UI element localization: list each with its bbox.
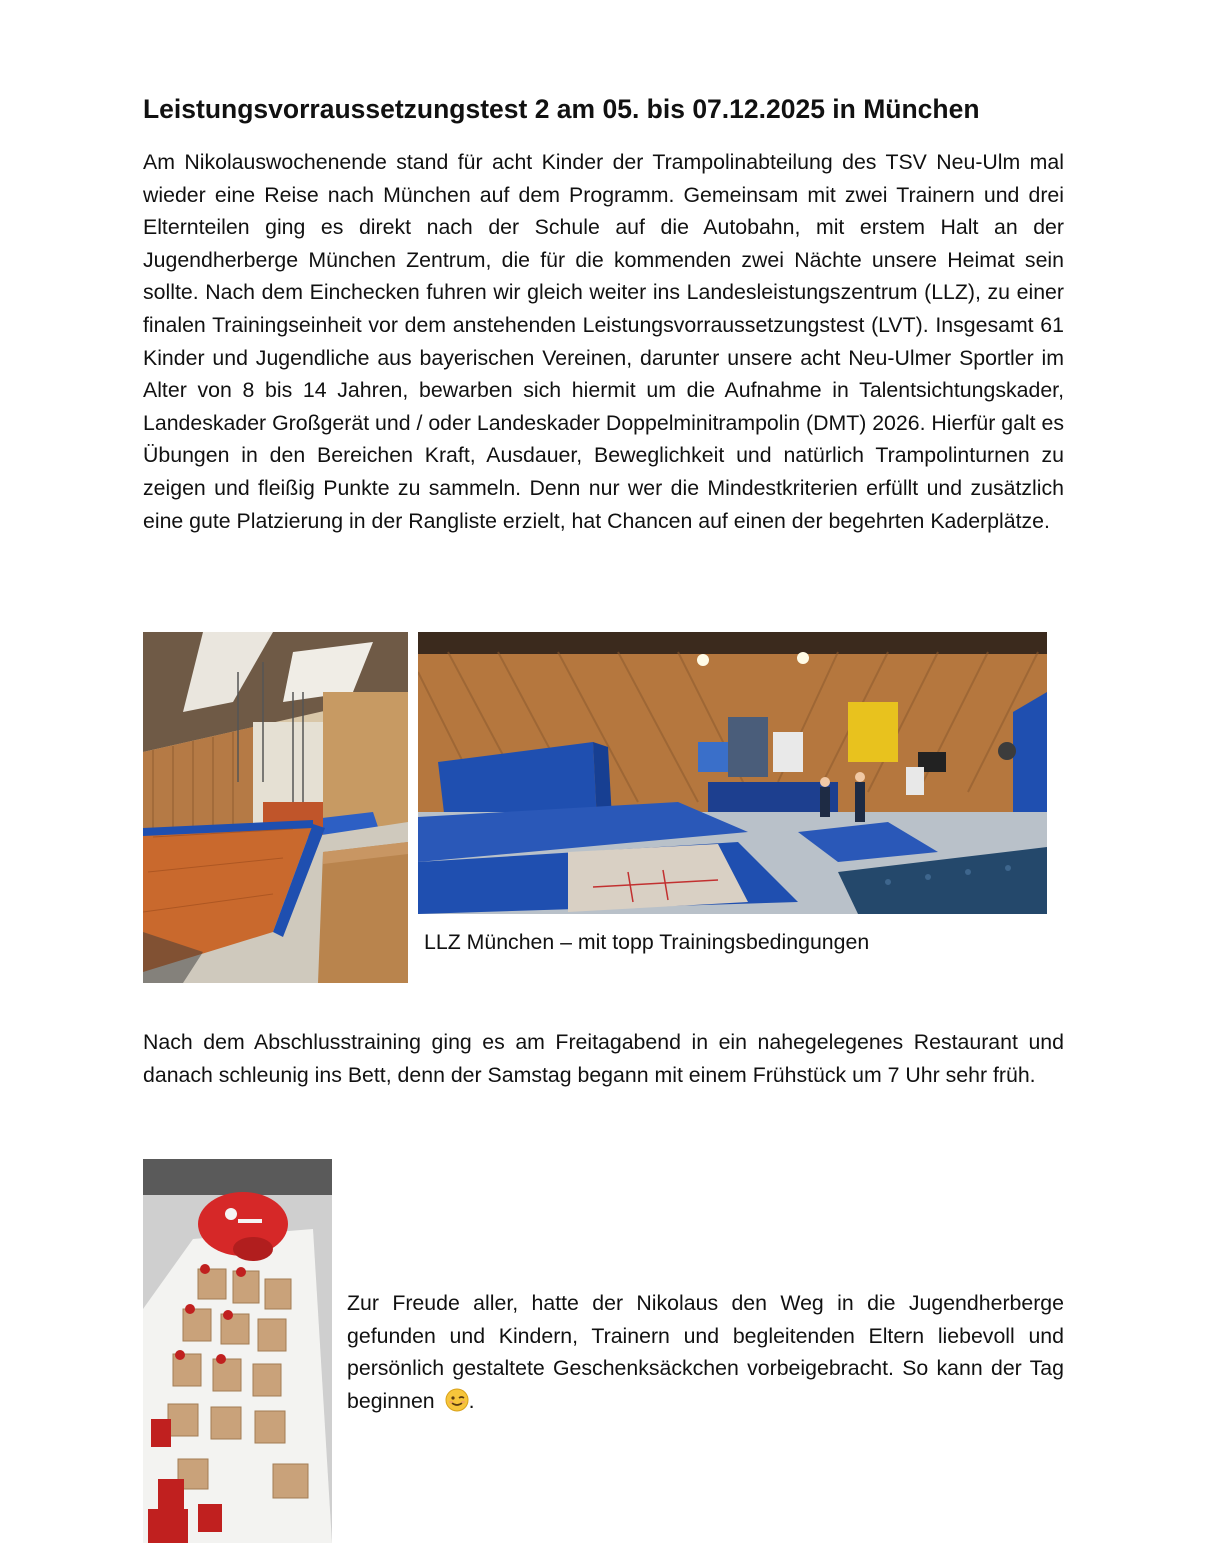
restaurant-paragraph: Nach dem Abschlusstraining ging es am Freitagabend in ein nahegelegenes Restaurant und danach schleunig ins Bett, denn der Samstag begann mit einem Frühstück um 7 Uhr sehr früh. xyxy=(143,1030,1064,1087)
nikolaus-text: Zur Freude aller, hatte der Nikolaus den Weg in die Jugendherberge gefunden und Kindern, Trainern und begleitenden Eltern liebevoll und persönlich gestaltete Geschenksäckchen vorbeigebracht. So kann der Tag beginnen xyxy=(347,1291,1064,1413)
page-title: Leistungsvorraussetzungstest 2 am 05. bis 07.12.2025 in München xyxy=(143,94,980,124)
photo-caption: LLZ München – mit topp Trainingsbedingungen xyxy=(424,930,870,954)
photo-gym-hall-track xyxy=(143,632,408,983)
nikolaus-text-end: . xyxy=(468,1388,475,1413)
nikolaus-paragraph xyxy=(347,1287,1064,1421)
intro-paragraph: Am Nikolauswochenende stand für acht Kinder der Trampolinabteilung des TSV Neu-Ulm mal wieder eine Reise nach München auf dem Programm. Gemeinsam mit zwei Trainern und drei Elternteilen ging es direkt nach der Schule auf die Autobahn, mit erstem Halt an der Jugendherberge München Zentrum, die für die kommenden zwei Nächte unsere Heimat sein sollte. Nach dem Einchecken fuhren wir gleich weiter ins Landesleistungszentrum (LLZ), zu einer finalen Trainingseinheit vor dem anstehenden Leistungsvorraussetzungstest (LVT). Insgesamt 61 Kinder und Jugendliche aus bayerischen Vereinen, darunter unsere acht Neu-Ulmer Sportler im Alter von 8 bis 14 Jahren, bewarben sich hiermit um die Aufnahme in Talentsichtungskader, Landeskader Großgerät und / oder Landeskader Doppelminitrampolin (DMT) 2026. Hierfür galt es Übungen in den Bereichen Kraft, Ausdauer, Beweglichkeit und natürlich Trampolinturnen zu zeigen und fleißig Punkte zu sammeln. Denn nur wer die Mindestkriterien erfüllt und zusätzlich eine gute Platzierung in der Rangliste erzielt, hat Chancen auf einen der begehrten Kaderplätze. xyxy=(143,150,1064,533)
photo-gift-bags xyxy=(143,1159,332,1543)
photo-trampoline-hall xyxy=(418,632,1047,914)
winking-smiley-icon xyxy=(445,1388,469,1422)
